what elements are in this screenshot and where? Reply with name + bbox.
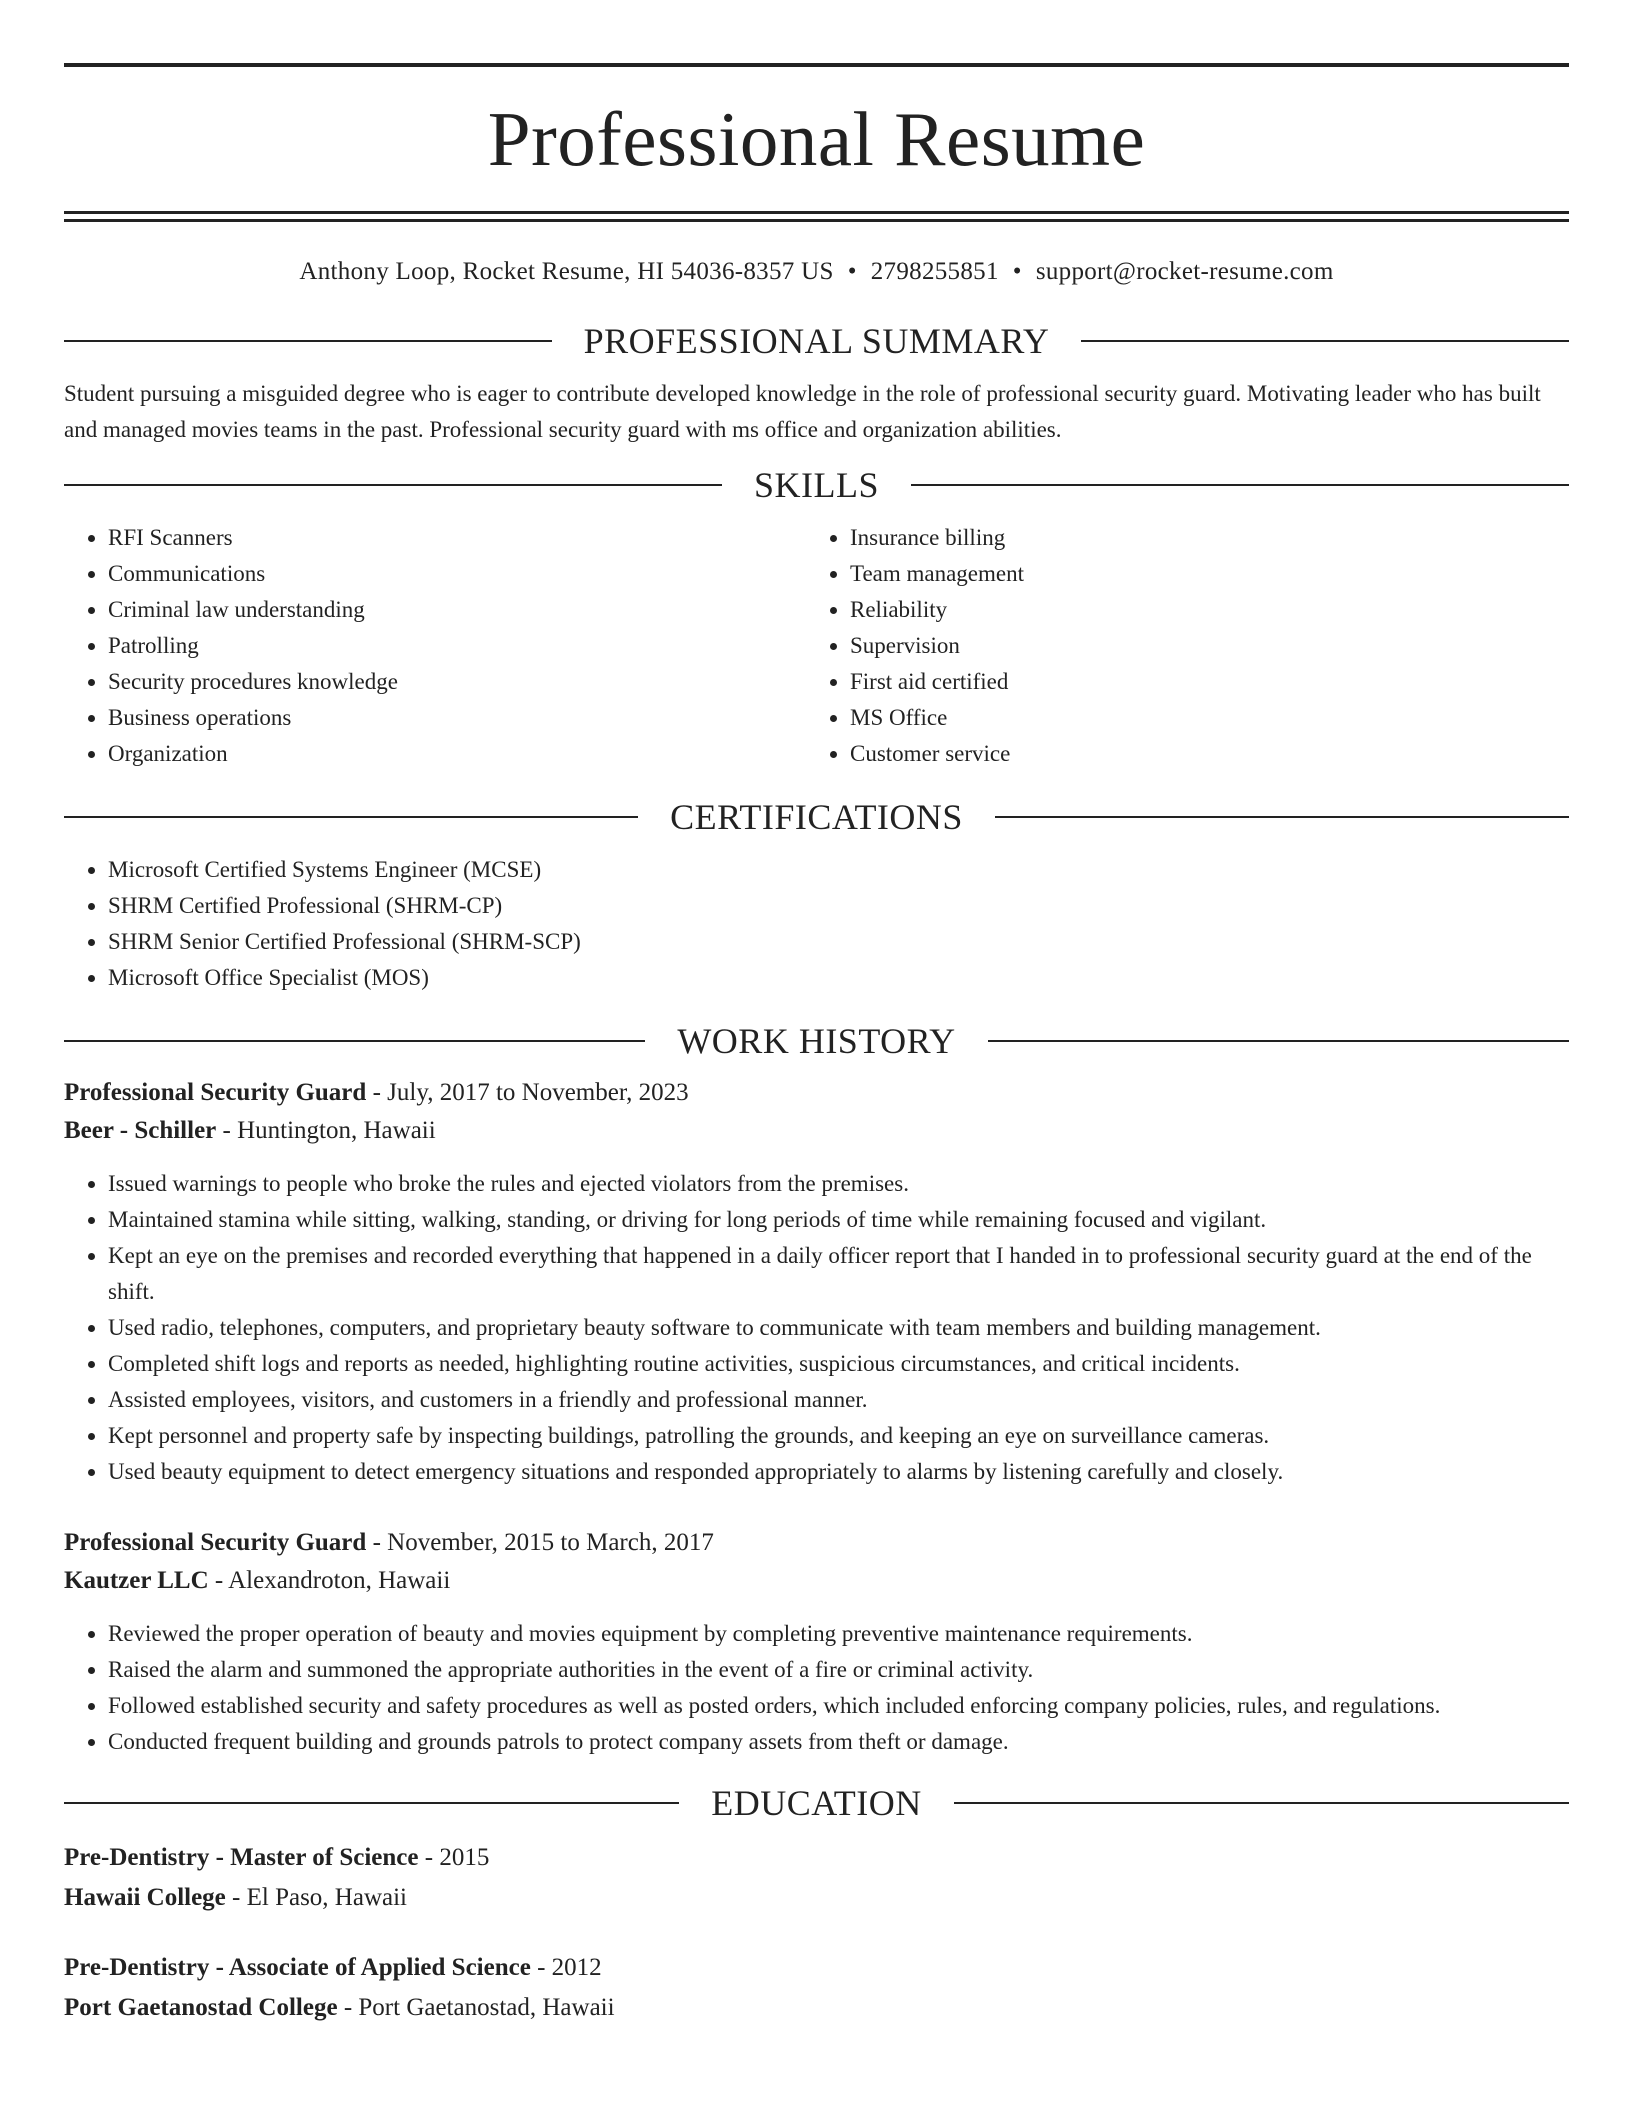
section-heading-summary xyxy=(64,320,1569,362)
job-duty-item: • Issued warnings to people who broke the rules and ejected violators from the premises. xyxy=(108,1166,1569,1202)
certification-item: • SHRM Senior Certified Professional (SHRM-SCP) xyxy=(108,924,1569,960)
certifications-list xyxy=(64,852,1569,996)
job-duties-list xyxy=(64,1616,1569,1760)
job-location: - Huntington, Hawaii xyxy=(216,1117,436,1144)
section-title: CERTIFICATIONS xyxy=(670,797,963,837)
contact-email: support@rocket-resume.com xyxy=(1035,258,1334,285)
job-duty-item: • Used beauty equipment to detect emergency situations and responded appropriately to alarms by listening carefully and closely. xyxy=(108,1454,1569,1490)
skill-item: • Organization xyxy=(108,736,806,772)
title-double-rule xyxy=(64,211,1569,222)
heading-rule-right xyxy=(995,816,1569,818)
contact-separator: • xyxy=(1012,258,1022,285)
contact-phone: 2798255851 xyxy=(870,258,999,285)
section-heading-certifications xyxy=(64,796,1569,838)
education-year: - 2015 xyxy=(418,1844,490,1871)
skills-list-left xyxy=(64,520,806,772)
skill-item: • Patrolling xyxy=(108,628,806,664)
section-title: WORK HISTORY xyxy=(677,1021,956,1061)
education-school-line xyxy=(64,1878,1569,1918)
job-duty-item: • Raised the alarm and summoned the appropriate authorities in the event of a fire or criminal activity. xyxy=(108,1652,1569,1688)
job-company: Kautzer LLC xyxy=(64,1567,209,1594)
heading-rule-left xyxy=(64,1802,679,1804)
skills-list-right xyxy=(806,520,1548,772)
section-heading-work-history xyxy=(64,1020,1569,1062)
skill-item: • RFI Scanners xyxy=(108,520,806,556)
job-location: - Alexandroton, Hawaii xyxy=(208,1567,451,1594)
education-location: - Port Gaetanostad, Hawaii xyxy=(337,1994,615,2021)
skill-item: • First aid certified xyxy=(850,664,1548,700)
skills-columns xyxy=(64,520,1569,772)
skill-item: • Criminal law understanding xyxy=(108,592,806,628)
job-entry xyxy=(64,1524,1569,1760)
education-degree-line xyxy=(64,1838,1569,1878)
job-duty-item: • Used radio, telephones, computers, and proprietary beauty software to communicate with team members and building management. xyxy=(108,1310,1569,1346)
skill-item: • Insurance billing xyxy=(850,520,1548,556)
job-entry xyxy=(64,1074,1569,1490)
contact-separator: • xyxy=(847,258,857,285)
resume-page xyxy=(64,0,1569,2028)
job-dates: - November, 2015 to March, 2017 xyxy=(366,1529,714,1556)
heading-rule-right xyxy=(1081,340,1569,342)
certification-item: • SHRM Certified Professional (SHRM-CP) xyxy=(108,888,1569,924)
certification-item: • Microsoft Certified Systems Engineer (MCSE) xyxy=(108,852,1569,888)
job-company: Beer - Schiller xyxy=(64,1117,217,1144)
skills-column-right xyxy=(806,520,1548,772)
job-title: Professional Security Guard xyxy=(64,1079,367,1106)
job-title-line xyxy=(64,1074,1569,1112)
contact-line xyxy=(64,257,1569,287)
job-duty-item: • Kept an eye on the premises and recorded everything that happened in a daily officer report that I handed in to professional security guard at the end of the shift. xyxy=(108,1238,1569,1310)
job-duties-list xyxy=(64,1166,1569,1490)
skill-item: • Supervision xyxy=(850,628,1548,664)
top-rule xyxy=(64,63,1569,67)
skills-column-left xyxy=(64,520,806,772)
summary-text: Student pursuing a misguided degree who is eager to contribute developed knowledge in the role of professional security guard. Motivating leader who has built and managed movies teams in the past. Professional security guard with ms office and organization abilities. xyxy=(64,381,1541,442)
education-location: - El Paso, Hawaii xyxy=(225,1884,407,1911)
heading-rule-right xyxy=(911,484,1569,486)
job-duty-item: • Reviewed the proper operation of beauty and movies equipment by completing preventive maintenance requirements. xyxy=(108,1616,1569,1652)
job-title: Professional Security Guard xyxy=(64,1529,367,1556)
education-school: Port Gaetanostad College xyxy=(64,1994,338,2021)
heading-rule-right xyxy=(988,1040,1569,1042)
section-heading-education xyxy=(64,1782,1569,1824)
job-duty-item: • Followed established security and safety procedures as well as posted orders, which included enforcing company policies, rules, and regulations. xyxy=(108,1688,1569,1724)
education-school-line xyxy=(64,1988,1569,2028)
skill-item: • Reliability xyxy=(850,592,1548,628)
certification-item: • Microsoft Office Specialist (MOS) xyxy=(108,960,1569,996)
heading-rule-left xyxy=(64,340,552,342)
page-title: Professional Resume xyxy=(487,96,1146,182)
job-duty-item: • Kept personnel and property safe by inspecting buildings, patrolling the grounds, and keeping an eye on surveillance cameras. xyxy=(108,1418,1569,1454)
education-year: - 2012 xyxy=(530,1954,602,1981)
section-heading-skills xyxy=(64,464,1569,506)
job-duty-item: • Assisted employees, visitors, and customers in a friendly and professional manner. xyxy=(108,1382,1569,1418)
skill-item: • Business operations xyxy=(108,700,806,736)
heading-rule-left xyxy=(64,1040,645,1042)
education-entry xyxy=(64,1838,1569,1918)
job-dates: - July, 2017 to November, 2023 xyxy=(366,1079,689,1106)
heading-rule-left xyxy=(64,484,722,486)
education-degree-line xyxy=(64,1948,1569,1988)
job-company-line xyxy=(64,1562,1569,1600)
section-title: EDUCATION xyxy=(711,1783,922,1823)
skill-item: • Team management xyxy=(850,556,1548,592)
section-title: SKILLS xyxy=(754,465,880,505)
education-entry xyxy=(64,1948,1569,2028)
section-title: PROFESSIONAL SUMMARY xyxy=(583,321,1050,361)
job-duty-item: • Conducted frequent building and grounds patrols to protect company assets from theft or damage. xyxy=(108,1724,1569,1760)
education-degree: Pre-Dentistry - Master of Science xyxy=(64,1844,419,1871)
contact-address: Anthony Loop, Rocket Resume, HI 54036-8357 US xyxy=(299,258,834,285)
heading-rule-left xyxy=(64,816,638,818)
education-degree: Pre-Dentistry - Associate of Applied Science xyxy=(64,1954,531,1981)
skill-item: • Customer service xyxy=(850,736,1548,772)
heading-rule-right xyxy=(954,1802,1569,1804)
job-duty-item: • Completed shift logs and reports as needed, highlighting routine activities, suspicious circumstances, and critical incidents. xyxy=(108,1346,1569,1382)
skill-item: • MS Office xyxy=(850,700,1548,736)
skill-item: • Security procedures knowledge xyxy=(108,664,806,700)
job-title-line xyxy=(64,1524,1569,1562)
education-school: Hawaii College xyxy=(64,1884,226,1911)
skill-item: • Communications xyxy=(108,556,806,592)
job-duty-item: • Maintained stamina while sitting, walking, standing, or driving for long periods of time while remaining focused and vigilant. xyxy=(108,1202,1569,1238)
job-company-line xyxy=(64,1112,1569,1150)
